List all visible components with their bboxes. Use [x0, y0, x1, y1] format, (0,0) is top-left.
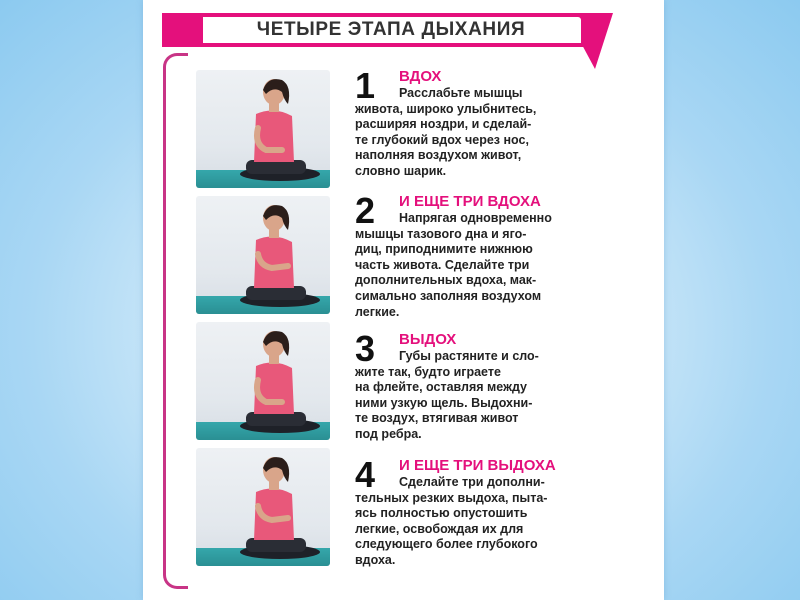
photo-step-3 — [196, 322, 330, 440]
step-text-line: расширяя ноздри, и сделай- — [355, 117, 532, 132]
step-text — [355, 86, 536, 180]
step-title: И ЕЩЕ ТРИ ВДОХА — [399, 193, 541, 210]
step-text-line: ними узкую щель. Выдохни- — [355, 395, 533, 410]
woman-kneeling-figure — [196, 322, 330, 440]
step-number: 1 — [355, 65, 376, 106]
step-number: 3 — [355, 328, 376, 369]
woman-kneeling-figure — [196, 448, 330, 566]
step-title: И ЕЩЕ ТРИ ВЫДОХА — [399, 457, 556, 474]
step-text-line: мышцы тазового дна и яго- — [355, 226, 527, 241]
step-number: 4 — [355, 454, 376, 495]
step-text-line: дополнительных вдоха, мак- — [355, 273, 537, 288]
step-text-line: следующего более глубокого — [355, 537, 538, 552]
step-text-line: часть живота. Сделайте три — [355, 257, 530, 272]
step-text — [355, 475, 547, 569]
step-text-line: легкие, освобождая их для — [355, 521, 524, 536]
photo-step-4 — [196, 448, 330, 566]
step-text-line: наполняя воздухом живот, — [355, 148, 522, 163]
slide-card — [143, 0, 664, 600]
step-number: 2 — [355, 190, 376, 231]
left-bracket — [163, 53, 188, 589]
step-text-line: живота, широко улыбнитесь, — [355, 101, 537, 116]
step-text-line: те воздух, втягивая живот — [355, 411, 519, 426]
step-text-line: под ребра. — [355, 426, 422, 441]
photo-step-2 — [196, 196, 330, 314]
step-text-line: вдоха. — [355, 552, 396, 567]
step-text — [355, 349, 539, 443]
step-text — [355, 211, 552, 320]
step-title: ВЫДОХ — [399, 331, 457, 348]
step-text-line: симально заполняя воздухом — [355, 288, 542, 303]
step-text-line: тельных резких выдоха, пыта- — [355, 490, 548, 505]
step-text-line: Губы растяните и сло- — [399, 349, 539, 363]
woman-kneeling-figure — [196, 196, 330, 314]
step-text-line: словно шарик. — [355, 163, 447, 178]
step-title: ВДОХ — [399, 68, 442, 85]
step-text-line: те глубокий вдох через нос, — [355, 132, 529, 147]
step-text-line: на флейте, оставляя между — [355, 380, 527, 395]
step-text-line: Расслабьте мышцы — [399, 86, 523, 100]
step-text-line: ясь полностью опустошить — [355, 506, 528, 521]
step-text-line: легкие. — [355, 304, 400, 319]
step-text-line: диц, приподнимите нижнюю — [355, 242, 533, 257]
photo-step-1 — [196, 70, 330, 188]
header-notch — [583, 13, 613, 69]
step-text-line: Напрягая одновременно — [399, 211, 552, 225]
woman-kneeling-figure — [196, 70, 330, 188]
step-text-line: жите так, будто играете — [355, 364, 501, 379]
step-text-line: Сделайте три дополни- — [399, 475, 545, 489]
page-title: ЧЕТЫРЕ ЭТАПА ДЫХАНИЯ — [256, 19, 526, 40]
